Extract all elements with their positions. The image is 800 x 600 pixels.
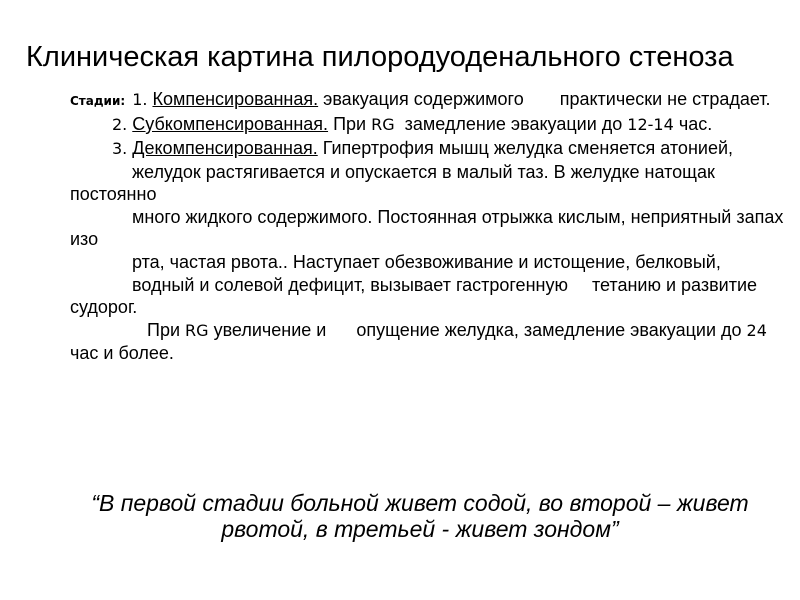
- stage-2-number: 2.: [112, 115, 128, 134]
- slide-title: Клиническая картина пилородуоденального стеноза: [26, 41, 734, 73]
- stage-3-line-3: много жидкого содержимого. Постоянная отрыжка кислым, неприятный запах изо: [70, 207, 784, 249]
- stage-3-name: Декомпенсированная.: [132, 138, 318, 158]
- stage-2-text-a: При: [333, 114, 367, 134]
- stage-3-line-6a: При: [147, 320, 181, 340]
- stage-3-line-6b: увеличение и: [213, 320, 327, 340]
- stage-3-number: 3.: [112, 139, 128, 158]
- stage-1-paragraph: [70, 88, 790, 112]
- stage-1-text-b: практически не страдает.: [559, 89, 771, 109]
- stage-2-rg: RG: [371, 115, 395, 134]
- stage-3-line-2-paragraph: [70, 161, 790, 205]
- stage-2-name: Субкомпенсированная.: [132, 114, 329, 134]
- stage-1-number: 1.: [132, 90, 148, 109]
- slide-content: [70, 88, 790, 365]
- stage-3-line-5b: тетанию и развитие судорог.: [70, 275, 758, 317]
- quote: “В первой стадии больной живет содой, во второй – живет рвотой, в третьей - живет зондом”: [91, 490, 749, 542]
- stages-label: Стадии:: [70, 94, 126, 108]
- stage-3-line-5a: водный и солевой дефицит, вызывает гастрогенную: [132, 275, 568, 295]
- stage-3-rg: RG: [185, 321, 209, 340]
- stage-3-line-2: желудок растягивается и опускается в малый таз. В желудке натощак постоянно: [70, 162, 715, 204]
- stage-3-paragraph: [70, 137, 790, 160]
- stage-2-text-c: час.: [678, 114, 713, 134]
- stage-1-text-a: эвакуация содержимого: [323, 89, 524, 109]
- stage-3-line-4-paragraph: [70, 251, 790, 273]
- stage-3-line-6-paragraph: [70, 319, 790, 364]
- stage-3-line-3-paragraph: [70, 206, 790, 250]
- stage-3-line-1: Гипертрофия мышц желудка сменяется атонией,: [322, 138, 734, 158]
- stage-3-line-6d: час и более.: [70, 343, 174, 363]
- stage-3-line-4: рта, частая рвота.. Наступает обезвоживание и истощение, белковый,: [132, 252, 721, 272]
- stage-1-name: Компенсированная.: [152, 89, 319, 109]
- stage-2-hours: 12-14: [627, 115, 674, 134]
- stage-3-line-6c: опущение желудка, замедление эвакуации до: [356, 320, 742, 340]
- stage-3-hours: 24: [746, 321, 767, 340]
- stage-2-paragraph: [70, 113, 790, 136]
- stage-2-text-b: замедление эвакуации до: [404, 114, 623, 134]
- stage-3-line-5-paragraph: [70, 274, 790, 318]
